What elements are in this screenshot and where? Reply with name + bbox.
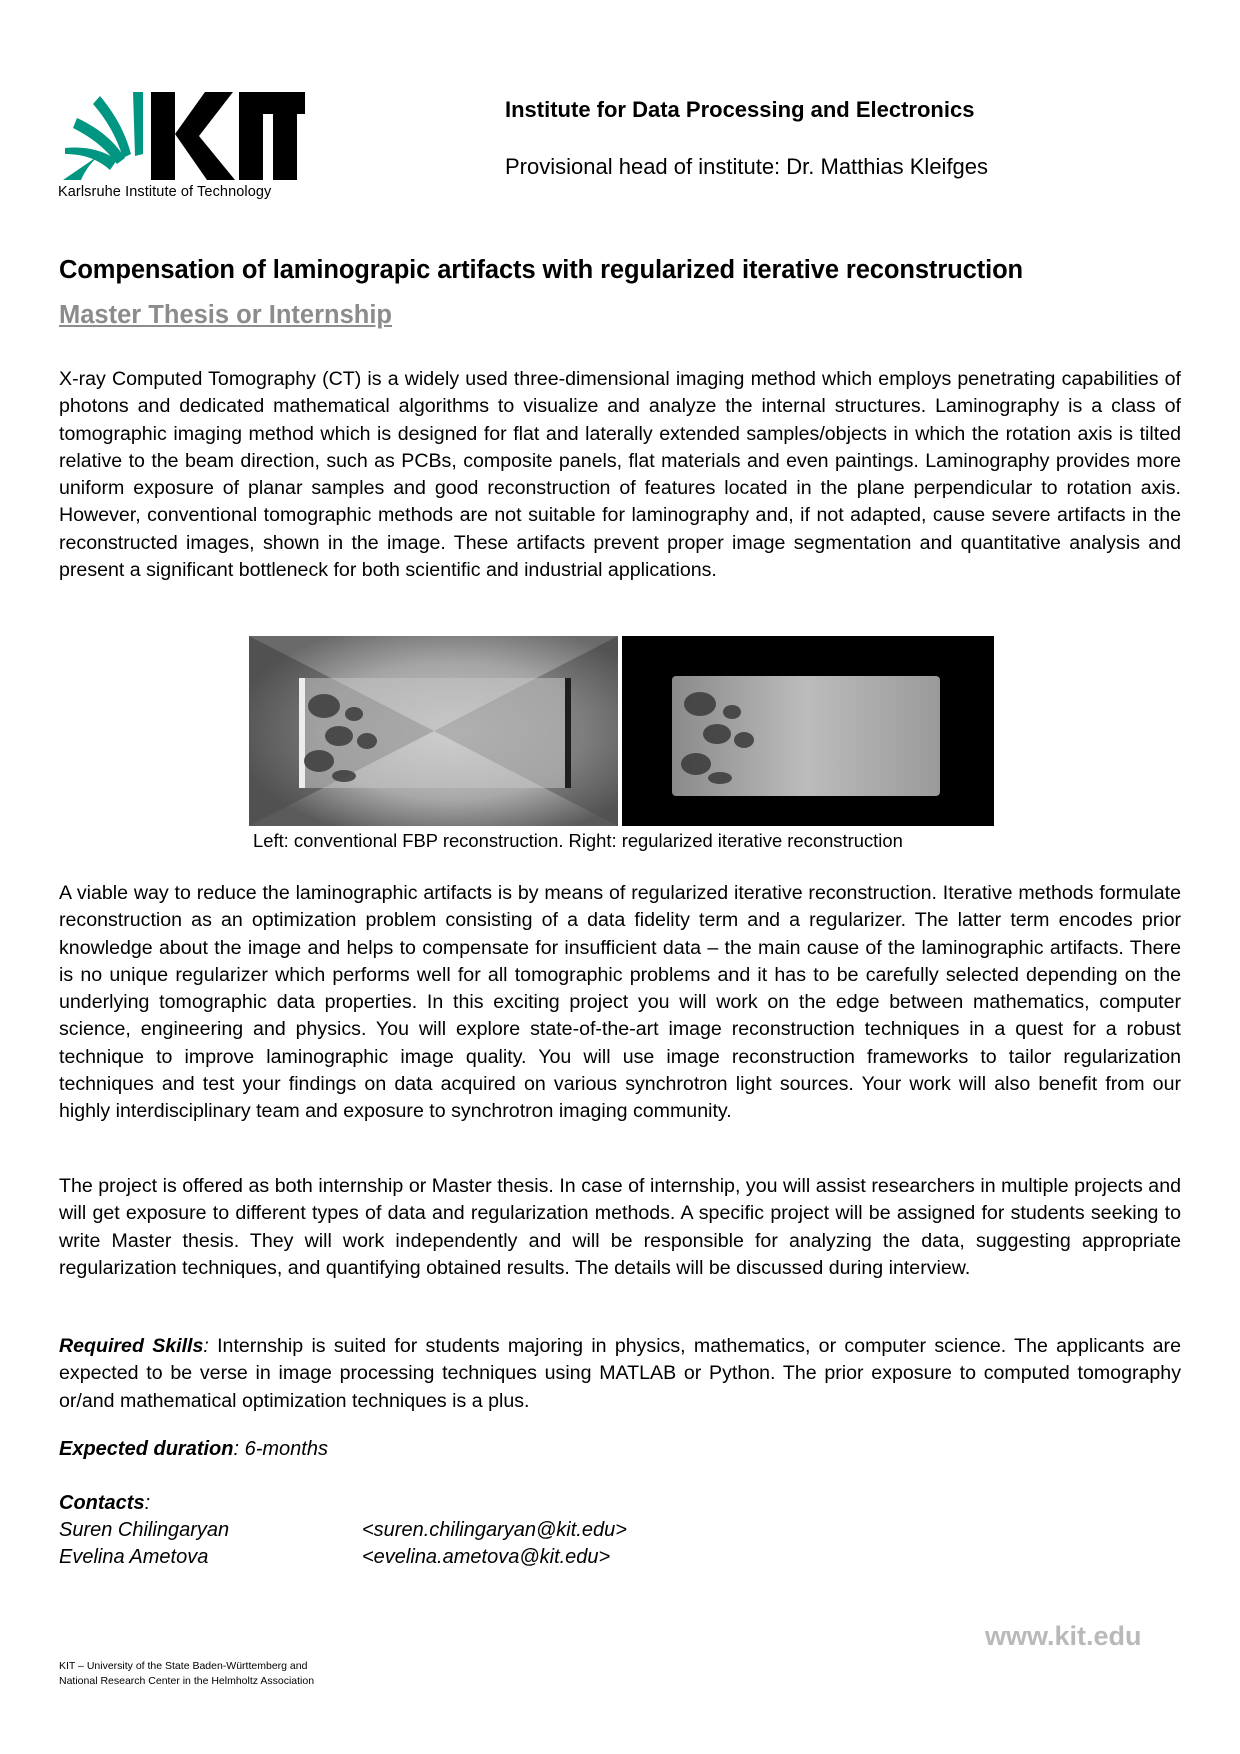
kit-logo-wordmark [151,92,305,180]
contact-name: Suren Chilingaryan [59,1519,230,1541]
institute-head: Provisional head of institute: Dr. Matthias Kleifges [505,154,989,179]
intro-paragraph: X-ray Computed Tomography (CT) is a widely used three-dimensional imaging method which employs penetrating capabilities of photons and dedicated mathematical algorithms to visualize and analyze the internal structures. Laminography is a class of tomographic imaging method which is designed for flat and laterally extended samples/objects in which the rotation axis is tilted relative to the beam direction, such as PCBs, composite panels, flat materials and even paintings. Laminography provides more uniform exposure of planar samples and good reconstruction of features located in the plane perpendicular to rotation axis. However, conventional tomographic methods are not suitable for laminography and, if not adapted, cause severe artifacts in the reconstructed images, shown in the image. These artifacts prevent proper image segmentation and quantitative analysis and present a significant bottleneck for both scientific and industrial applications. [59,368,1181,582]
contacts-label: Contacts [59,1492,145,1514]
skills-paragraph [59,1333,1181,1415]
fbp-reconstruction-image [249,636,618,826]
contact-email[interactable]: <suren.chilingaryan@kit.edu> [362,1519,627,1541]
page-subtitle: Master Thesis or Internship [59,301,392,329]
skills-separator: : [203,1335,209,1357]
expected-duration [59,1438,328,1461]
duration-label: Expected duration [59,1438,234,1460]
contacts-heading [59,1492,150,1515]
iterative-reconstruction-image [622,636,994,826]
footer-line-2: National Research Center in the Helmholtz Association [59,1675,315,1687]
skills-text: Internship is suited for students majoring in physics, mathematics, or computer science. The applicants are expected to be verse in image processing techniques using MATLAB or Python. The prior exposure to computed tomography or/and mathematical optimization techniques is a plus. [59,1335,1181,1412]
logo-subtitle: Karlsruhe Institute of Technology [58,184,272,200]
contact-email[interactable]: <evelina.ametova@kit.edu> [362,1546,611,1568]
institute-name: Institute for Data Processing and Electronics [505,97,975,122]
offer-paragraph: The project is offered as both internship or Master thesis. In case of internship, you will assist researchers in multiple projects and will get exposure to different types of data and regularization methods. A specific project will be assigned for students seeking to write Master thesis. They will work independently and will be responsible for analyzing the data, suggesting appropriate regularization techniques, and quantifying obtained results. The details will be discussed during interview. [59,1175,1181,1279]
figure-caption: Left: conventional FBP reconstruction. Right: regularized iterative reconstruction [253,830,903,851]
contacts-separator: : [144,1492,151,1514]
method-paragraph: A viable way to reduce the laminographic artifacts is by means of regularized iterative reconstruction. Iterative methods formulate reconstruction as an optimization problem consisting of a data fidelity term and a regularizer. The latter term encodes prior knowledge about the image and helps to compensate for insufficient data – the main cause of the laminographic artifacts. There is no unique regularizer which performs well for all tomographic problems and it has to be carefully selected depending on the underlying tomographic data properties. In this exciting project you will work on the edge between mathematics, computer science, engineering and physics. You will explore state-of-the-art image reconstruction techniques in a quest for a robust technique to improve laminographic image quality. You will use image reconstruction frameworks to tailor regularization techniques and test your findings on data acquired on various synchrotron light sources. Your work will also benefit from our highly interdisciplinary team and exposure to synchrotron imaging community. [59,882,1181,1123]
footer-line-1: KIT – University of the State Baden-Württemberg and [59,1660,308,1672]
contact-name: Evelina Ametova [59,1546,209,1568]
skills-label: Required Skills [59,1335,204,1357]
kit-logo-fan [63,92,143,180]
duration-value: : 6-months [233,1438,328,1460]
footer-website-link[interactable]: www.kit.edu [985,1621,1142,1651]
page-title: Compensation of laminograpic artifacts with regularized iterative reconstruction [59,256,1024,284]
